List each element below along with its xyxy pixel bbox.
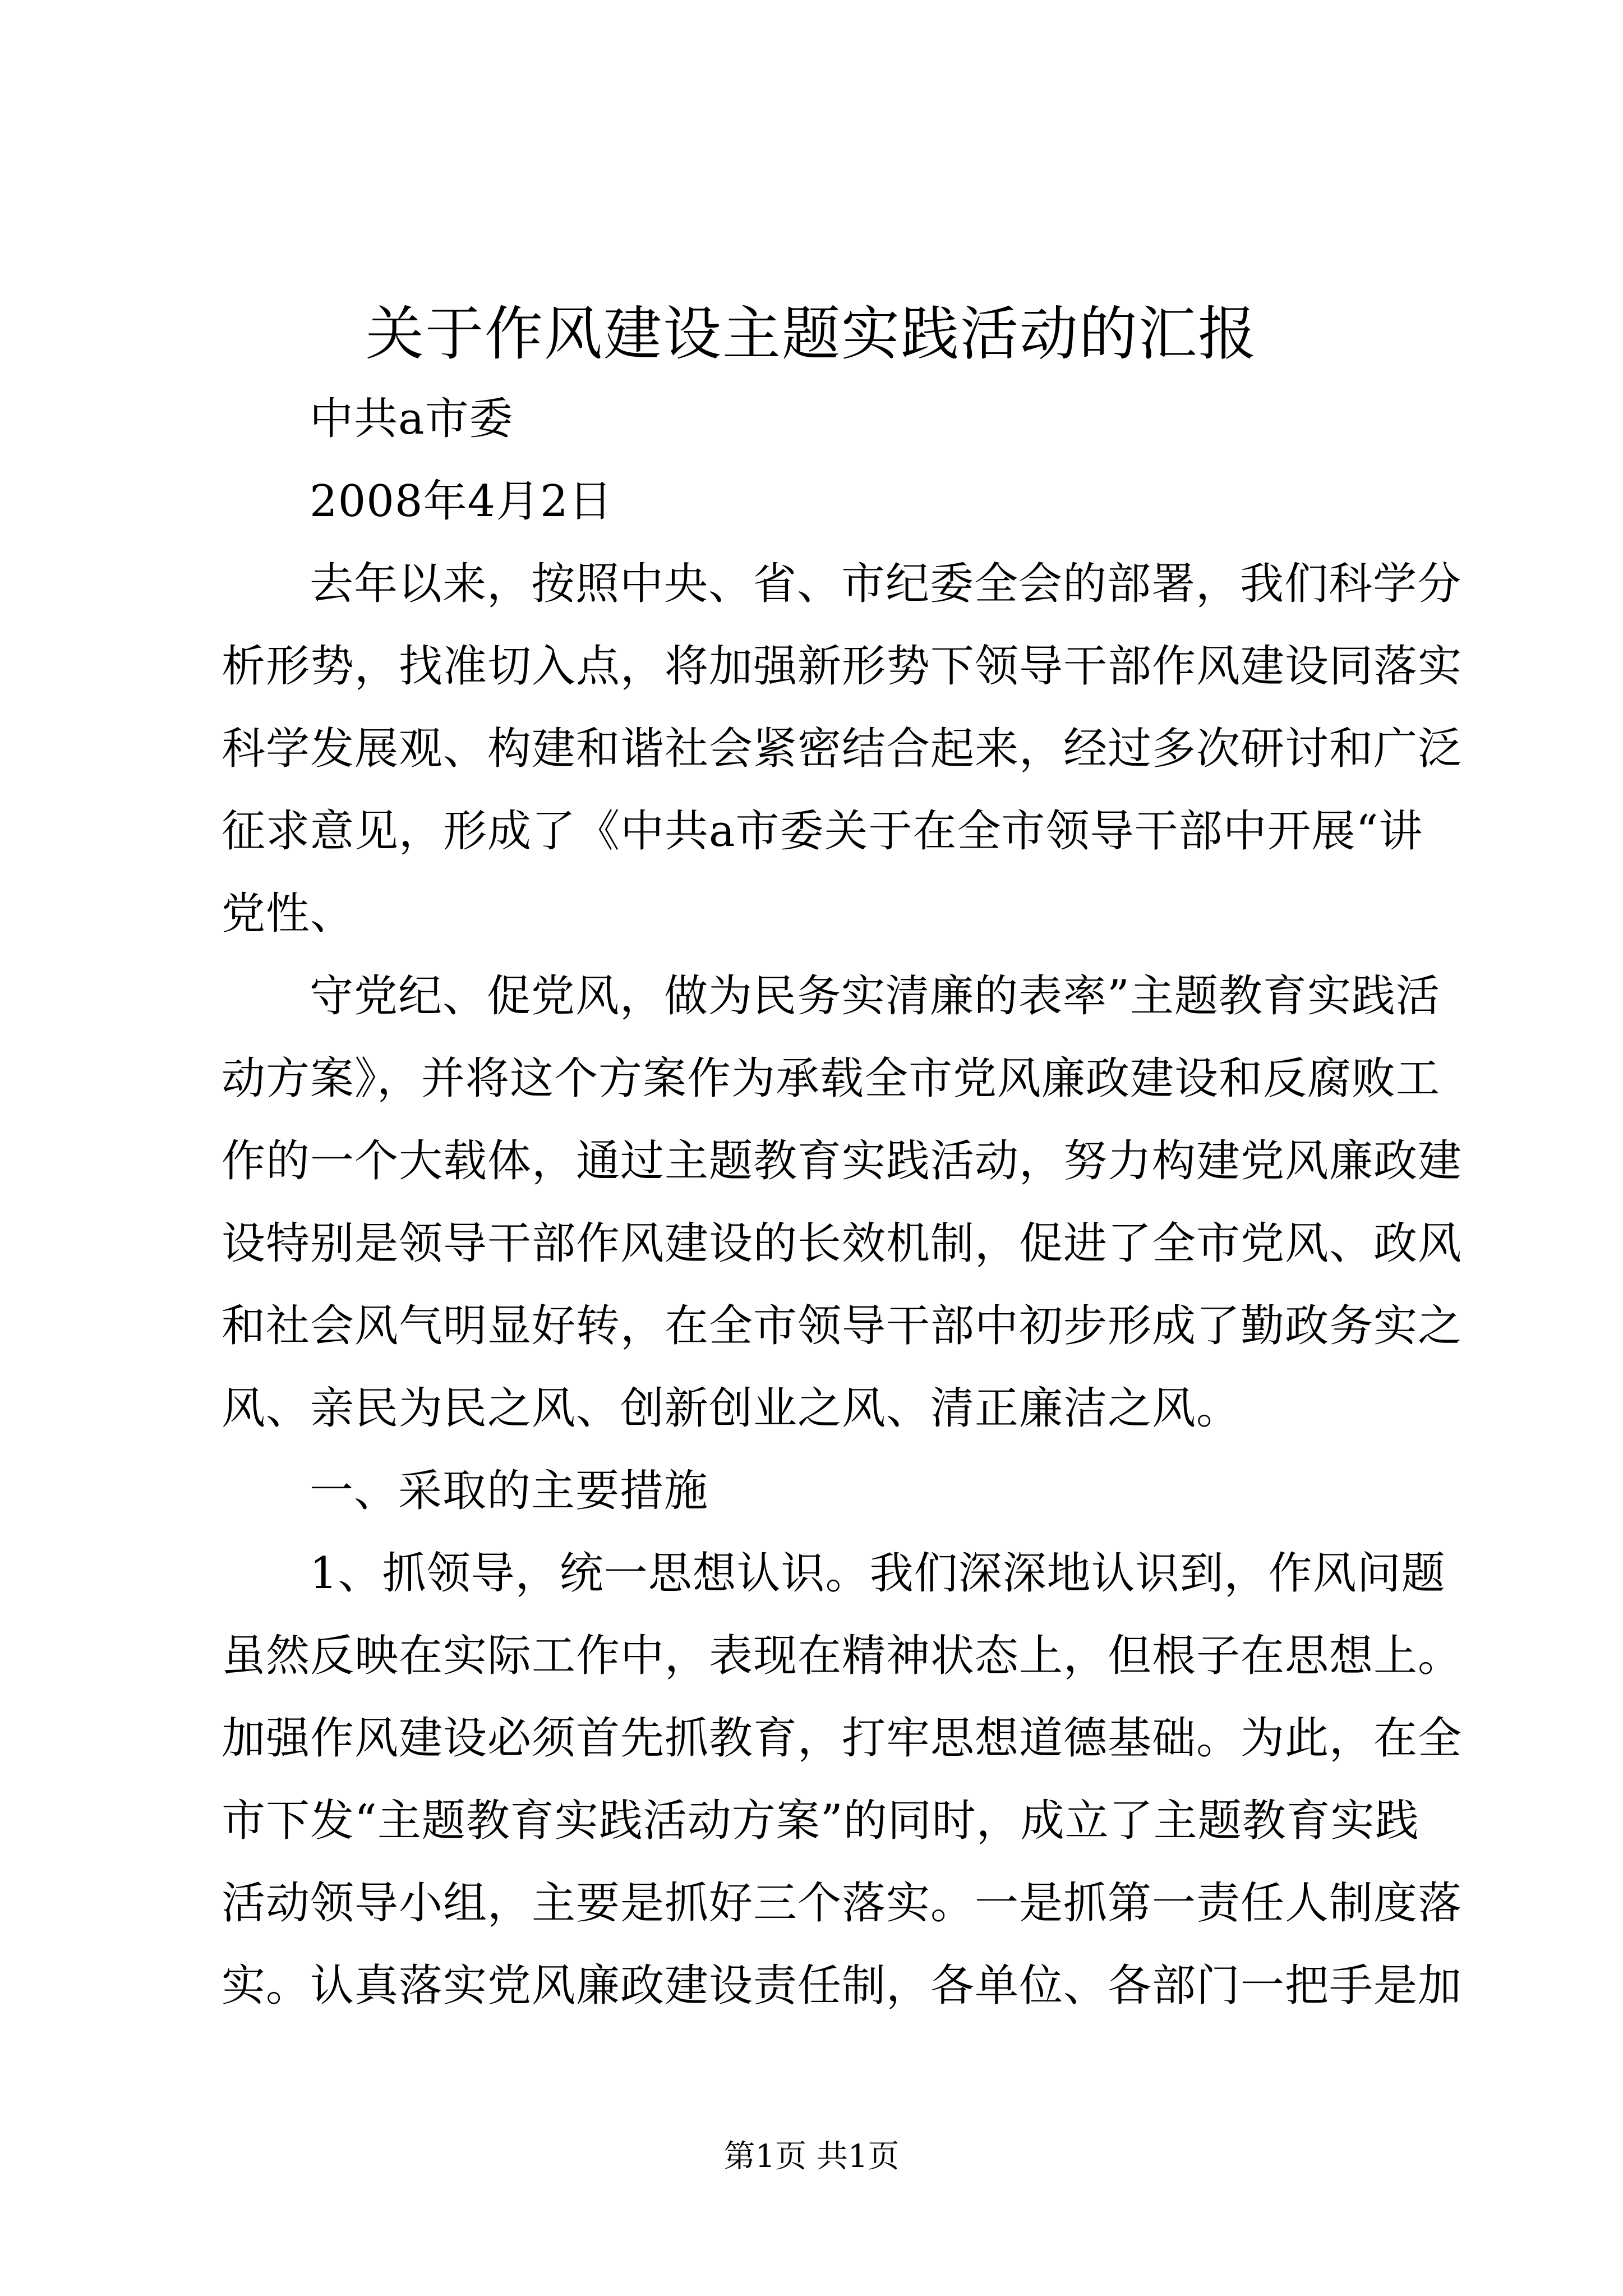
text-line: 实。认真落实党风廉政建设责任制，各单位、各部门一把手是加 (222, 1961, 1463, 2011)
text-line: 市下发“主题教育实践活动方案”的同时，成立了主题教育实践 (222, 1796, 1419, 1846)
page-number-footer: 第1页 共1页 (723, 2138, 900, 2175)
text-line: 活动领导小组，主要是抓好三个落实。一是抓第一责任人制度落 (222, 1878, 1463, 1929)
paragraph-1 (222, 543, 1463, 955)
author-line: 中共a市委 (310, 394, 514, 444)
document-body (222, 378, 1463, 2027)
text-line: 征求意见，形成了《中共a市委关于在全市领导干部中开展“讲 (222, 806, 1423, 857)
heading-text: 一、采取的主要措施 (310, 1466, 709, 1516)
document-title: 关于作风建设主题实践活动的汇报 (365, 300, 1257, 368)
text-line: 作的一个大载体，通过主题教育实践活动，努力构建党风廉政建 (222, 1136, 1463, 1186)
text-line: 虽然反映在实际工作中，表现在精神状态上，但根子在思想上。 (222, 1631, 1463, 1681)
date-line: 2008年4月2日 (310, 476, 613, 527)
text-line: 加强作风建设必须首先抓教育，打牢思想道德基础。为此，在全 (222, 1713, 1463, 1764)
text-line: 风、亲民为民之风、创新创业之风、清正廉洁之风。 (222, 1383, 1241, 1434)
text-line: 动方案》，并将这个方案作为承载全市党风廉政建设和反腐败工 (222, 1053, 1441, 1104)
section-heading (222, 1450, 1438, 1533)
paragraph-3 (222, 1533, 1463, 2027)
text-line: 科学发展观、构建和谐社会紧密结合起来，经过多次研讨和广泛 (222, 724, 1463, 774)
text-line: 守党纪、促党风，做为民务实清廉的表率”主题教育实践活 (310, 971, 1440, 1022)
text-line: 1、抓领导，统一思想认识。我们深深地认识到，作风问题 (310, 1548, 1446, 1599)
text-line: 和社会风气明显好转，在全市领导干部中初步形成了勤政务实之 (222, 1301, 1463, 1351)
paragraph-2 (222, 955, 1463, 1450)
text-line: 去年以来，按照中央、省、市纪委全会的部署，我们科学分 (310, 559, 1462, 609)
text-line: 设特别是领导干部作风建设的长效机制，促进了全市党风、政风 (222, 1218, 1463, 1269)
text-line: 党性、 (222, 889, 355, 939)
text-line: 析形势，找准切入点，将加强新形势下领导干部作风建设同落实 (222, 641, 1463, 692)
